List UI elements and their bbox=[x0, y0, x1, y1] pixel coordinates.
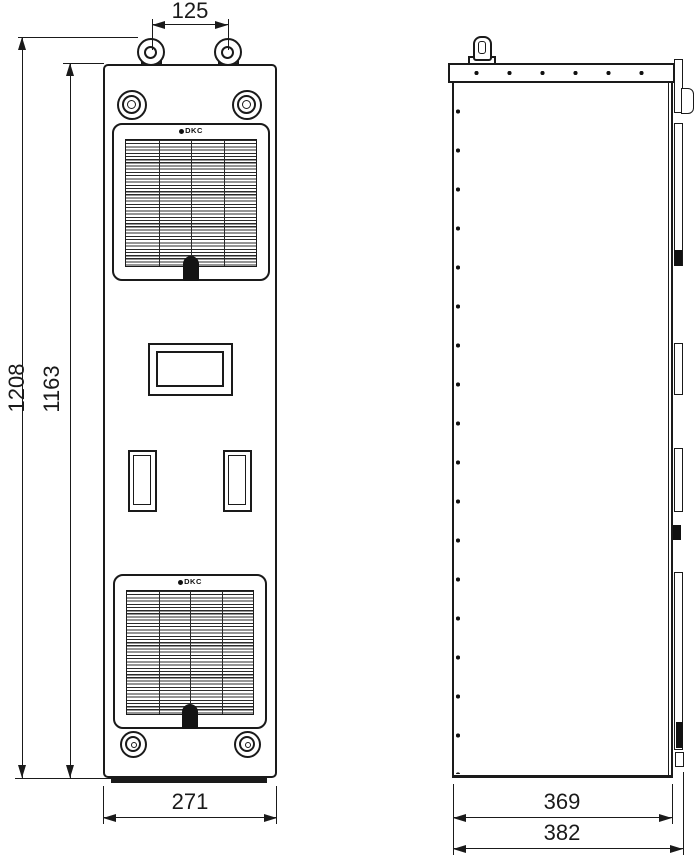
lifting-eye-side-icon bbox=[473, 36, 492, 61]
dim-overall-height: 1208 bbox=[4, 363, 29, 413]
vent-latch-top-icon bbox=[183, 256, 199, 281]
cutout-right bbox=[223, 450, 252, 512]
brand-logo-icon bbox=[178, 580, 183, 585]
fastener-ring bbox=[237, 95, 256, 114]
dim-arrow-369-left bbox=[453, 814, 466, 822]
ext-line-382-right bbox=[683, 772, 684, 855]
brand-logo-text: DKC bbox=[184, 577, 202, 586]
brand-logo-icon bbox=[179, 129, 184, 134]
dim-line-1163 bbox=[70, 63, 71, 778]
vent-louvers-top bbox=[125, 139, 257, 267]
vent-louvers-bottom bbox=[126, 590, 254, 715]
side-rivet-column bbox=[453, 88, 463, 774]
fastener-ring-inner bbox=[127, 100, 136, 109]
door-edge-mark bbox=[676, 722, 683, 748]
dim-arrow-1208-bottom bbox=[18, 765, 26, 778]
cutout-right-inner bbox=[228, 455, 246, 505]
fastener-bottom-right-icon bbox=[234, 731, 261, 758]
dim-arrow-382-left bbox=[453, 845, 466, 853]
fastener-bottom-left-icon bbox=[120, 731, 147, 758]
fastener-ring-inner bbox=[131, 742, 137, 748]
ext-line-bottom bbox=[15, 778, 112, 779]
louver-divider bbox=[159, 591, 160, 714]
louver-divider bbox=[190, 591, 191, 714]
fastener-ring-inner bbox=[242, 100, 251, 109]
fastener-ring bbox=[125, 736, 141, 752]
ext-line-overall-top bbox=[18, 37, 138, 38]
door-edge-strip bbox=[674, 343, 683, 395]
door-edge-mark bbox=[673, 525, 681, 540]
front-plinth bbox=[111, 778, 267, 783]
dim-line-382 bbox=[453, 848, 683, 849]
fastener-top-right-icon bbox=[232, 90, 262, 120]
vent-grille-bottom bbox=[113, 574, 267, 729]
louver-divider bbox=[224, 140, 225, 266]
ext-line-125-left bbox=[152, 19, 153, 50]
door-edge-strip bbox=[674, 448, 683, 512]
dim-arrow-125-left bbox=[152, 21, 165, 29]
dim-arrow-1163-top bbox=[66, 63, 74, 76]
door-edge-strip bbox=[674, 123, 683, 266]
brand-logo bbox=[114, 127, 268, 135]
cutout-left bbox=[128, 450, 157, 512]
dim-arrow-1208-top bbox=[18, 37, 26, 50]
door-panel-line bbox=[668, 83, 669, 778]
hinge-knuckle-top-icon bbox=[681, 88, 694, 114]
side-view-body bbox=[452, 83, 673, 778]
door-edge-mark bbox=[674, 250, 682, 266]
lifting-eye-left-hole bbox=[144, 46, 157, 59]
fastener-top-left-icon bbox=[117, 90, 147, 120]
vent-grille-top bbox=[112, 123, 270, 281]
roof-rivets bbox=[456, 65, 669, 81]
dim-front-width: 271 bbox=[171, 789, 209, 814]
brand-logo-text: DKC bbox=[185, 126, 203, 135]
dim-arrow-271-right bbox=[264, 814, 277, 822]
side-roof-band bbox=[448, 63, 675, 83]
dim-line-271 bbox=[103, 817, 277, 818]
display-window-inner bbox=[156, 351, 224, 387]
dim-depth-overall: 382 bbox=[543, 820, 581, 845]
louver-divider bbox=[222, 591, 223, 714]
dim-depth-body: 369 bbox=[543, 789, 581, 814]
vent-latch-bottom-icon bbox=[182, 704, 198, 729]
dim-lift-eye-spacing: 125 bbox=[171, 0, 209, 23]
dim-arrow-125-right bbox=[215, 21, 228, 29]
cutout-left-inner bbox=[133, 455, 151, 505]
dim-arrow-1163-bottom bbox=[66, 765, 74, 778]
dim-arrow-369-right bbox=[659, 814, 672, 822]
fastener-ring bbox=[122, 95, 141, 114]
dim-arrow-271-left bbox=[103, 814, 116, 822]
lifting-eye-side-hole bbox=[478, 41, 486, 54]
louver-divider bbox=[159, 140, 160, 266]
brand-logo bbox=[115, 578, 265, 586]
fastener-ring bbox=[239, 736, 255, 752]
dim-arrow-382-right bbox=[670, 845, 683, 853]
ext-line-125-right bbox=[228, 19, 229, 50]
louver-divider bbox=[191, 140, 192, 266]
fastener-ring-inner bbox=[245, 742, 251, 748]
display-window bbox=[148, 343, 233, 396]
dim-line-369 bbox=[453, 817, 672, 818]
door-edge-strip bbox=[675, 752, 684, 767]
dim-body-height: 1163 bbox=[39, 365, 64, 413]
